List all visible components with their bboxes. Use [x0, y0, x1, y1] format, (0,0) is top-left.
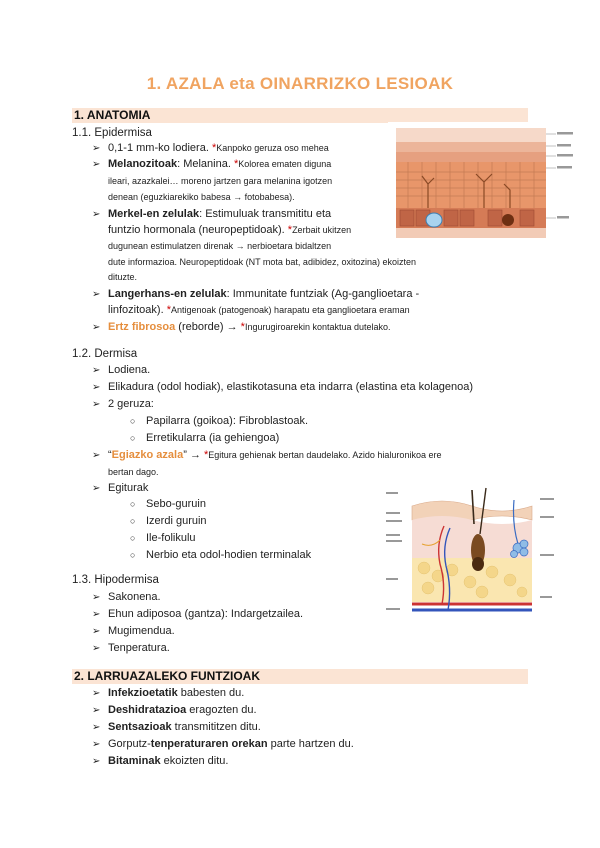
function-item: Deshidratazioa eragozten du. — [108, 704, 257, 716]
subheading-dermis: 1.2. Dermisa — [72, 348, 138, 360]
dermis-true-skin: “Egiazko azala” → *Egitura gehienak bertan daudelako. Azido hialuronikoa ere — [108, 449, 442, 461]
epidermis-item-fibrous-edge: Ertz fibrosoa (reborde) → *Ingurugiroarekin kontaktua dutelako. — [108, 321, 391, 333]
epidermis-merkel-line4: dute informazioa. Neuropeptidoak (NT mota bat, adibidez, oxitozina) ekoizten — [108, 257, 417, 267]
epidermis-item-langerhans: Langerhans-en zelulak: Immunitate funtziak (Ag-ganglioetara - — [108, 288, 420, 300]
epidermis-melanocytes-note-line2: ileari, azazkalei… moreno jartzen gara melanina igotzen — [108, 176, 333, 186]
subheading-hypodermis: 1.3. Hipodermisa — [72, 574, 159, 586]
bullet-arrow: ➢ — [92, 739, 101, 750]
epidermis-item-melanocytes: Melanozitoak: Melanina. *Kolorea ematen diguna — [108, 158, 332, 170]
section-heading-funtzioak: 2. LARRUAZALEKO FUNTZIOAK — [72, 669, 528, 684]
dermis-item: Elikadura (odol hodiak), elastikotasuna eta indarra (elastina eta kolagenoa) — [108, 381, 474, 393]
bullet-arrow: ➢ — [92, 483, 101, 494]
page-title: 1. AZALA eta OINARRIZKO LESIOAK — [146, 74, 454, 93]
hypodermis-item: Mugimendua. — [108, 625, 175, 637]
dermis-structures-label: Egiturak — [108, 482, 149, 494]
bullet-arrow: ➢ — [92, 688, 101, 699]
bullet-arrow: ➢ — [92, 399, 101, 410]
subheading-epidermis: 1.1. Epidermisa — [72, 127, 152, 139]
bullet-arrow: ➢ — [92, 322, 101, 333]
circle-bullet: ○ — [130, 550, 136, 560]
circle-bullet: ○ — [130, 416, 136, 426]
bullet-arrow: ➢ — [92, 289, 101, 300]
bullet-arrow: ➢ — [92, 450, 101, 461]
hypodermis-item: Sakonena. — [108, 591, 161, 603]
bullet-arrow: ➢ — [92, 159, 101, 170]
function-item: Sentsazioak transmititzen ditu. — [108, 721, 261, 733]
bullet-arrow: ➢ — [92, 592, 101, 603]
dermis-structure: Nerbio eta odol-hodien terminalak — [146, 549, 312, 561]
dermis-layer: Erretikularra (ia gehiengoa) — [146, 432, 280, 444]
function-item: Gorputz-tenperaturaren orekan parte hartzen du. — [108, 738, 354, 750]
bullet-arrow: ➢ — [92, 382, 101, 393]
epidermis-merkel-line5: dituzte. — [108, 272, 138, 282]
bullet-arrow: ➢ — [92, 643, 101, 654]
circle-bullet: ○ — [130, 533, 136, 543]
bullet-arrow: ➢ — [92, 626, 101, 637]
dermis-item: 2 geruza: — [108, 398, 154, 410]
function-item: Bitaminak ekoizten ditu. — [108, 755, 229, 767]
hypodermis-item: Tenperatura. — [108, 642, 170, 654]
epidermis-item-merkel: Merkel-en zelulak: Estimuluak transmititu eta — [108, 208, 332, 220]
dermis-structure: Izerdi guruin — [146, 515, 207, 527]
dermis-structure: Ile-folikulu — [146, 532, 196, 544]
circle-bullet: ○ — [130, 499, 136, 509]
hypodermis-item: Ehun adiposoa (gantza): Indargetzailea. — [108, 608, 304, 620]
section-heading-anatomia: 1. ANATOMIA — [72, 108, 528, 123]
dermis-item: Lodiena. — [108, 364, 151, 376]
circle-bullet: ○ — [130, 516, 136, 526]
dermis-structure: Sebo-guruin — [146, 498, 206, 510]
epidermis-melanocytes-note-line3: denean (eguzkiarekiko babesa → fotobabesa). — [108, 192, 295, 202]
bullet-arrow: ➢ — [92, 209, 101, 220]
circle-bullet: ○ — [130, 433, 136, 443]
bullet-arrow: ➢ — [92, 609, 101, 620]
bullet-arrow: ➢ — [92, 756, 101, 767]
bullet-arrow: ➢ — [92, 705, 101, 716]
function-item: Infekzioetatik babesten du. — [108, 687, 245, 699]
epidermis-langerhans-line2: linfozitoak). *Antigenoak (patogenoak) harapatu eta ganglioetara eraman — [108, 304, 410, 316]
epidermis-merkel-line3: dugunean estimulatzen direnak → nerbioetara bidaltzen — [108, 241, 332, 251]
skin-cross-section-diagram — [382, 484, 560, 624]
dermis-layer: Papilarra (goikoa): Fibroblastoak. — [146, 415, 309, 427]
epidermis-merkel-line2: funtzio hormonala (neuropeptidoak). *Zerbait ukitzen — [108, 224, 352, 236]
bullet-arrow: ➢ — [92, 143, 101, 154]
dermis-true-skin-line2: bertan dago. — [108, 467, 159, 477]
bullet-arrow: ➢ — [92, 365, 101, 376]
bullet-arrow: ➢ — [92, 722, 101, 733]
epidermis-item-thickness: 0,1-1 mm-ko lodiera. *Kanpoko geruza oso mehea — [108, 142, 329, 154]
epidermis-diagram — [388, 122, 576, 246]
